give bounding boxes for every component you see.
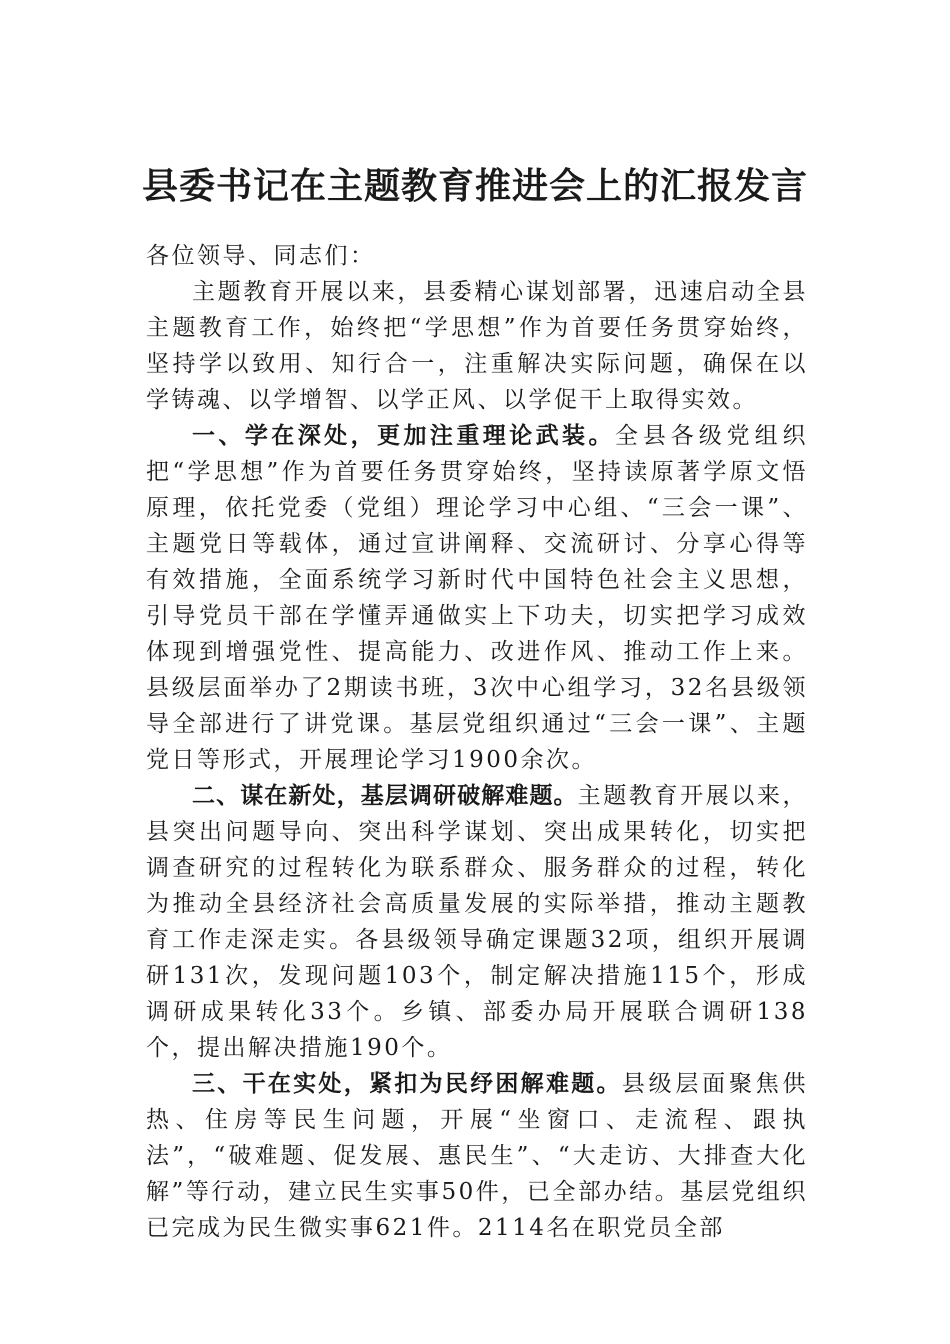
document-body — [146, 238, 808, 1246]
salutation: 各位领导、同志们： — [146, 243, 376, 269]
paragraph-section-2 — [146, 778, 808, 1066]
section-3-heading: 三、干在实处，紧扣为民纾困解难题。 — [192, 1071, 622, 1097]
section-1-heading: 一、学在深处，更加注重理论武装。 — [192, 423, 615, 449]
paragraph-intro-text: 主题教育开展以来，县委精心谋划部署，迅速启动全县主题教育工作，始终把“学思想”作为首要任务贯穿始终，坚持学以致用、知行合一，注重解决实际问题，确保在以学铸魂、以学增智、以学正风、以学促干上取得实效。 — [146, 279, 808, 413]
section-1-text: 全县各级党组织把“学思想”作为首要任务贯穿始终，坚持读原著学原文悟原理，依托党委（党组）理论学习中心组、“三会一课”、主题党日等载体，通过宣讲阐释、交流研讨、分享心得等有效措施，全面系统学习新时代中国特色社会主义思想，引导党员干部在学懂弄通做实上下功夫，切实把学习成效体现到增强党性、提高能力、改进作风、推动工作上来。县级层面举办了2期读书班，3次中心组学习，32名县级领导全部进行了讲党课。基层党组织通过“三会一课”、主题党日等形式，开展理论学习1900余次。 — [146, 423, 809, 773]
section-2-text: 主题教育开展以来，县突出问题导向、突出科学谋划、突出成果转化，切实把调查研究的过程转化为联系群众、服务群众的过程，转化为推动全县经济社会高质量发展的实际举措，推动主题教育工作走深走实。各县级领导确定课题32项，组织开展调研131次，发现问题103个，制定解决措施115个，形成调研成果转化33个。乡镇、部委办局开展联合调研138个，提出解决措施190个。 — [146, 783, 809, 1061]
paragraph-intro — [146, 274, 808, 418]
section-2-heading: 二、谋在新处，基层调研破解难题。 — [192, 783, 578, 809]
paragraph-section-1 — [146, 418, 808, 778]
document-title: 县委书记在主题教育推进会上的汇报发言 — [141, 165, 808, 207]
section-3-text: 县级层面聚焦供热、住房等民生问题，开展“坐窗口、走流程、跟执法”，“破难题、促发展、惠民生”、“大走访、大排查大化解”等行动，建立民生实事50件，已全部办结。基层党组织已完成为民生微实事621件。2114名在职党员全部 — [146, 1071, 809, 1241]
paragraph-section-3 — [146, 1066, 808, 1246]
